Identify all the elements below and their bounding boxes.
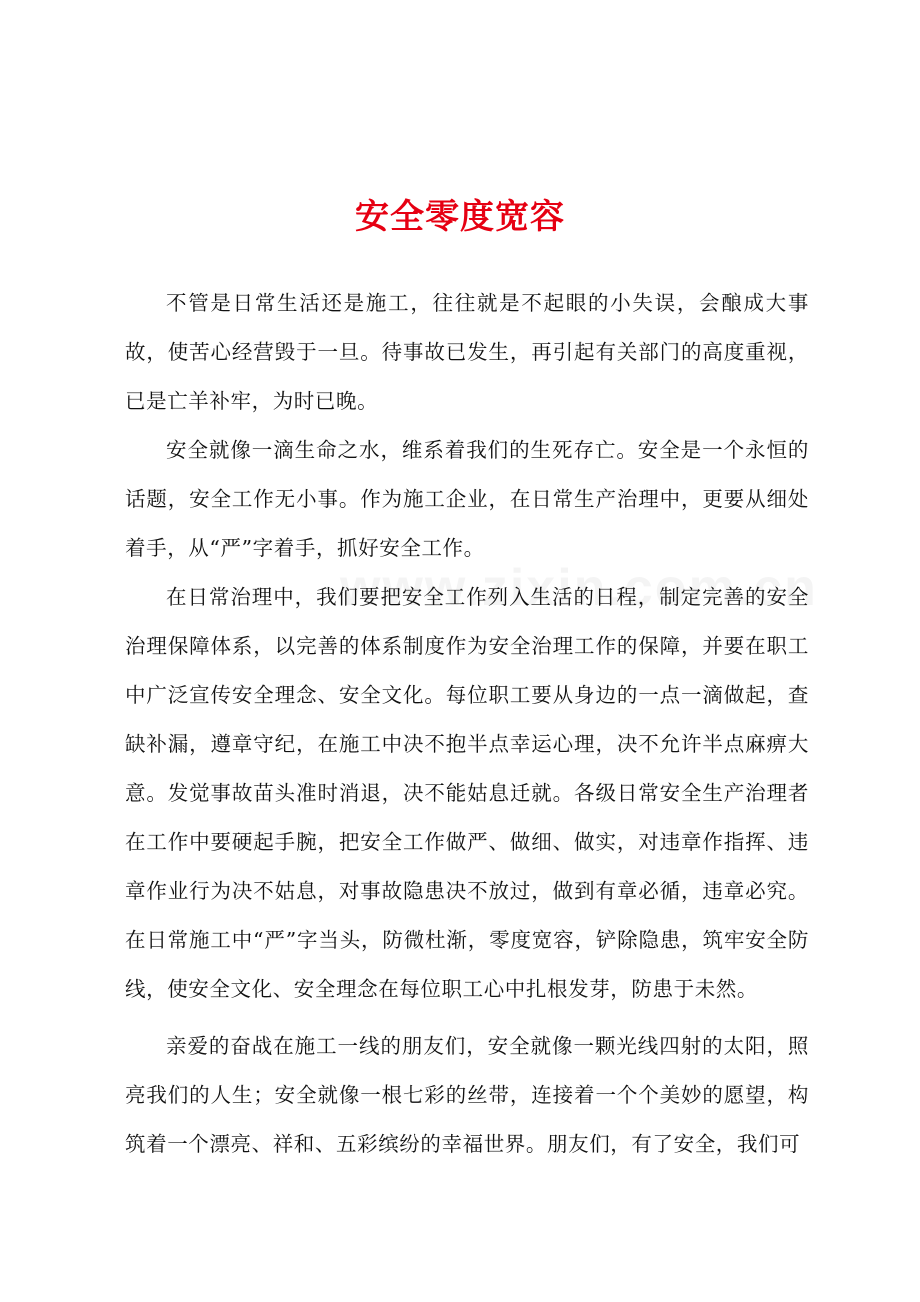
paragraph: 不管是日常生活还是施工，往往就是不起眼的小失误，会酿成大事故，使苦心经营毁于一旦。待事故已发生，再引起有关部门的高度重视，已是亡羊补牢，为时已晚。 <box>125 291 809 413</box>
paragraph: 在日常治理中，我们要把安全工作列入生活的日程，制定完善的安全治理保障体系，以完善的体系制度作为安全治理工作的保障，并要在职工中广泛宣传安全理念、安全文化。每位职工要从身边的一点一滴做起，查缺补漏，遵章守纪，在施工中决不抱半点幸运心理，决不允许半点麻痹大意。发觉事故苗头准时消退，决不能姑息迁就。各级日常安全生产治理者在工作中要硬起手腕，把安全工作做严、做细、做实，对违章作指挥、违章作业行为决不姑息，对事故隐患决不放过，做到有章必循，违章必究。在日常施工中“严”字当头，防微杜渐，零度宽容，铲除隐患，筑牢安全防线，使安全文化、安全理念在每位职工心中扎根发芽，防患于未然。 <box>125 585 809 1001</box>
document-body <box>125 279 809 1169</box>
paragraph: 亲爱的奋战在施工一线的朋友们，安全就像一颗光线四射的太阳，照亮我们的人生；安全就像一根七彩的丝带，连接着一个个美妙的愿望，构筑着一个漂亮、祥和、五彩缤纷的幸福世界。朋友们，有了安全，我们可 <box>125 1034 809 1156</box>
paragraph: 安全就像一滴生命之水，维系着我们的生死存亡。安全是一个永恒的话题，安全工作无小事。作为施工企业，在日常生产治理中，更要从细处着手，从“严”字着手，抓好安全工作。 <box>125 438 809 560</box>
page-title: 安全零度宽容 <box>355 197 565 237</box>
